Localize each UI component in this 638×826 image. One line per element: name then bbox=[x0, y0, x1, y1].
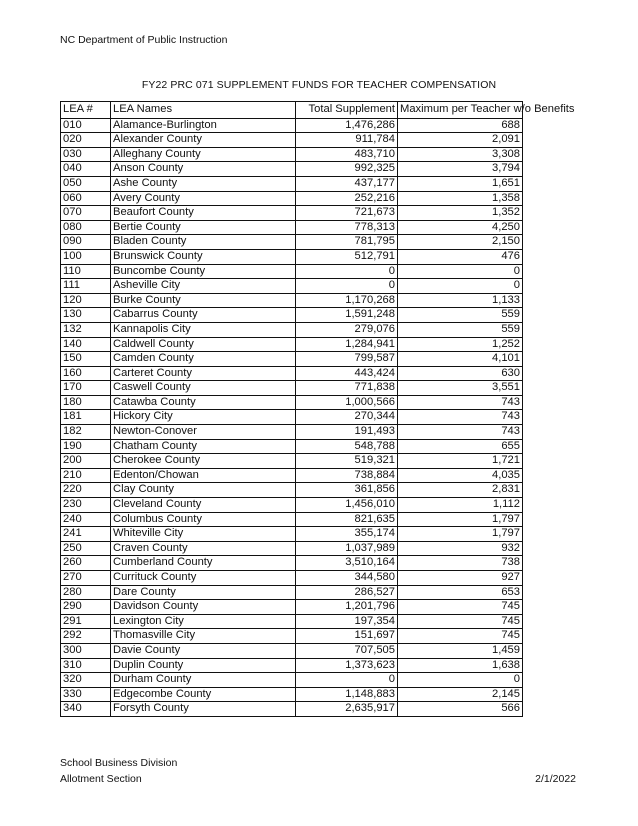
maximum-per-teacher-cell: 743 bbox=[398, 425, 523, 440]
lea-number-cell: 181 bbox=[61, 410, 111, 425]
lea-number-cell: 130 bbox=[61, 308, 111, 323]
total-supplement-cell: 286,527 bbox=[296, 585, 398, 600]
maximum-per-teacher-cell: 1,252 bbox=[398, 337, 523, 352]
maximum-per-teacher-cell: 0 bbox=[398, 673, 523, 688]
total-supplement-cell: 738,884 bbox=[296, 468, 398, 483]
lea-name-cell: Burke County bbox=[111, 293, 296, 308]
maximum-per-teacher-cell: 1,721 bbox=[398, 454, 523, 469]
total-supplement-cell: 443,424 bbox=[296, 366, 398, 381]
table-row bbox=[61, 118, 523, 133]
lea-number-cell: 030 bbox=[61, 147, 111, 162]
total-supplement-cell: 279,076 bbox=[296, 322, 398, 337]
total-supplement-cell: 911,784 bbox=[296, 133, 398, 148]
lea-number-cell: 292 bbox=[61, 629, 111, 644]
total-supplement-cell: 707,505 bbox=[296, 643, 398, 658]
maximum-per-teacher-cell: 2,831 bbox=[398, 483, 523, 498]
maximum-per-teacher-cell: 1,112 bbox=[398, 498, 523, 513]
total-supplement-cell: 1,148,883 bbox=[296, 687, 398, 702]
table-body bbox=[61, 118, 523, 716]
maximum-per-teacher-cell: 3,794 bbox=[398, 162, 523, 177]
table-row bbox=[61, 439, 523, 454]
lea-number-cell: 340 bbox=[61, 702, 111, 717]
lea-name-cell: Cherokee County bbox=[111, 454, 296, 469]
lea-number-cell: 040 bbox=[61, 162, 111, 177]
total-supplement-cell: 0 bbox=[296, 279, 398, 294]
maximum-per-teacher-cell: 559 bbox=[398, 308, 523, 323]
table-row bbox=[61, 425, 523, 440]
maximum-per-teacher-cell: 743 bbox=[398, 395, 523, 410]
lea-number-cell: 150 bbox=[61, 352, 111, 367]
lea-number-cell: 250 bbox=[61, 541, 111, 556]
maximum-per-teacher-cell: 3,308 bbox=[398, 147, 523, 162]
table-row bbox=[61, 162, 523, 177]
lea-name-cell: Thomasville City bbox=[111, 629, 296, 644]
table-row bbox=[61, 235, 523, 250]
lea-name-cell: Caldwell County bbox=[111, 337, 296, 352]
table-row bbox=[61, 395, 523, 410]
footer-date: 2/1/2022 bbox=[535, 773, 576, 785]
table-header-row bbox=[61, 102, 523, 119]
table-row bbox=[61, 206, 523, 221]
table-row bbox=[61, 658, 523, 673]
maximum-per-teacher-cell: 1,638 bbox=[398, 658, 523, 673]
lea-number-cell: 260 bbox=[61, 556, 111, 571]
table-row bbox=[61, 381, 523, 396]
total-supplement-cell: 0 bbox=[296, 264, 398, 279]
table-row bbox=[61, 133, 523, 148]
lea-number-cell: 300 bbox=[61, 643, 111, 658]
total-supplement-cell: 191,493 bbox=[296, 425, 398, 440]
maximum-per-teacher-cell: 745 bbox=[398, 600, 523, 615]
maximum-per-teacher-cell: 653 bbox=[398, 585, 523, 600]
total-supplement-cell: 519,321 bbox=[296, 454, 398, 469]
lea-number-cell: 290 bbox=[61, 600, 111, 615]
total-supplement-cell: 1,591,248 bbox=[296, 308, 398, 323]
lea-name-cell: Currituck County bbox=[111, 571, 296, 586]
total-supplement-cell: 799,587 bbox=[296, 352, 398, 367]
total-supplement-cell: 344,580 bbox=[296, 571, 398, 586]
total-supplement-cell: 2,635,917 bbox=[296, 702, 398, 717]
table-row bbox=[61, 264, 523, 279]
total-supplement-cell: 197,354 bbox=[296, 614, 398, 629]
maximum-per-teacher-cell: 745 bbox=[398, 629, 523, 644]
lea-name-cell: Avery County bbox=[111, 191, 296, 206]
lea-number-cell: 120 bbox=[61, 293, 111, 308]
lea-name-cell: Chatham County bbox=[111, 439, 296, 454]
table-row bbox=[61, 687, 523, 702]
table-row bbox=[61, 512, 523, 527]
column-header-lea-names: LEA Names bbox=[111, 102, 296, 119]
table-row bbox=[61, 600, 523, 615]
maximum-per-teacher-cell: 2,150 bbox=[398, 235, 523, 250]
table-row bbox=[61, 673, 523, 688]
maximum-per-teacher-cell: 566 bbox=[398, 702, 523, 717]
table-row bbox=[61, 454, 523, 469]
document-title: FY22 PRC 071 SUPPLEMENT FUNDS FOR TEACHER COMPENSATION bbox=[141, 79, 497, 91]
column-header-lea-number: LEA # bbox=[61, 102, 111, 119]
lea-name-cell: Camden County bbox=[111, 352, 296, 367]
lea-number-cell: 320 bbox=[61, 673, 111, 688]
column-header-maximum-per-teacher: Maximum per Teacher w/o Benefits bbox=[398, 102, 523, 119]
table-row bbox=[61, 410, 523, 425]
maximum-per-teacher-cell: 655 bbox=[398, 439, 523, 454]
lea-name-cell: Clay County bbox=[111, 483, 296, 498]
total-supplement-cell: 1,037,989 bbox=[296, 541, 398, 556]
table-row bbox=[61, 337, 523, 352]
total-supplement-cell: 821,635 bbox=[296, 512, 398, 527]
total-supplement-cell: 270,344 bbox=[296, 410, 398, 425]
total-supplement-cell: 512,791 bbox=[296, 249, 398, 264]
total-supplement-cell: 355,174 bbox=[296, 527, 398, 542]
lea-name-cell: Davie County bbox=[111, 643, 296, 658]
total-supplement-cell: 361,856 bbox=[296, 483, 398, 498]
maximum-per-teacher-cell: 4,250 bbox=[398, 220, 523, 235]
table-row bbox=[61, 498, 523, 513]
lea-name-cell: Beaufort County bbox=[111, 206, 296, 221]
total-supplement-cell: 483,710 bbox=[296, 147, 398, 162]
lea-number-cell: 070 bbox=[61, 206, 111, 221]
maximum-per-teacher-cell: 0 bbox=[398, 264, 523, 279]
lea-number-cell: 200 bbox=[61, 454, 111, 469]
lea-name-cell: Lexington City bbox=[111, 614, 296, 629]
total-supplement-cell: 721,673 bbox=[296, 206, 398, 221]
department-name: NC Department of Public Instruction bbox=[60, 34, 228, 46]
lea-name-cell: Davidson County bbox=[111, 600, 296, 615]
lea-name-cell: Alleghany County bbox=[111, 147, 296, 162]
lea-number-cell: 190 bbox=[61, 439, 111, 454]
table-row bbox=[61, 614, 523, 629]
lea-name-cell: Bertie County bbox=[111, 220, 296, 235]
lea-name-cell: Alamance-Burlington bbox=[111, 118, 296, 133]
total-supplement-cell: 781,795 bbox=[296, 235, 398, 250]
lea-number-cell: 100 bbox=[61, 249, 111, 264]
maximum-per-teacher-cell: 1,133 bbox=[398, 293, 523, 308]
lea-number-cell: 170 bbox=[61, 381, 111, 396]
table-row bbox=[61, 702, 523, 717]
total-supplement-cell: 1,456,010 bbox=[296, 498, 398, 513]
table-row bbox=[61, 191, 523, 206]
lea-name-cell: Edgecombe County bbox=[111, 687, 296, 702]
total-supplement-cell: 1,000,566 bbox=[296, 395, 398, 410]
lea-number-cell: 111 bbox=[61, 279, 111, 294]
lea-number-cell: 060 bbox=[61, 191, 111, 206]
footer-division: School Business Division bbox=[60, 757, 178, 769]
maximum-per-teacher-cell: 688 bbox=[398, 118, 523, 133]
lea-number-cell: 210 bbox=[61, 468, 111, 483]
total-supplement-cell: 992,325 bbox=[296, 162, 398, 177]
table-row bbox=[61, 556, 523, 571]
lea-number-cell: 140 bbox=[61, 337, 111, 352]
lea-name-cell: Duplin County bbox=[111, 658, 296, 673]
lea-name-cell: Carteret County bbox=[111, 366, 296, 381]
lea-number-cell: 291 bbox=[61, 614, 111, 629]
total-supplement-cell: 548,788 bbox=[296, 439, 398, 454]
total-supplement-cell: 1,170,268 bbox=[296, 293, 398, 308]
maximum-per-teacher-cell: 927 bbox=[398, 571, 523, 586]
lea-name-cell: Craven County bbox=[111, 541, 296, 556]
table-row bbox=[61, 483, 523, 498]
maximum-per-teacher-cell: 1,459 bbox=[398, 643, 523, 658]
total-supplement-cell: 437,177 bbox=[296, 176, 398, 191]
column-header-total-supplement: Total Supplement bbox=[296, 102, 398, 119]
lea-name-cell: Ashe County bbox=[111, 176, 296, 191]
maximum-per-teacher-cell: 476 bbox=[398, 249, 523, 264]
table-row bbox=[61, 541, 523, 556]
lea-number-cell: 230 bbox=[61, 498, 111, 513]
lea-number-cell: 080 bbox=[61, 220, 111, 235]
lea-name-cell: Columbus County bbox=[111, 512, 296, 527]
table-row bbox=[61, 468, 523, 483]
maximum-per-teacher-cell: 932 bbox=[398, 541, 523, 556]
lea-name-cell: Catawba County bbox=[111, 395, 296, 410]
lea-name-cell: Bladen County bbox=[111, 235, 296, 250]
lea-name-cell: Newton-Conover bbox=[111, 425, 296, 440]
maximum-per-teacher-cell: 2,145 bbox=[398, 687, 523, 702]
lea-number-cell: 090 bbox=[61, 235, 111, 250]
total-supplement-cell: 771,838 bbox=[296, 381, 398, 396]
total-supplement-cell: 0 bbox=[296, 673, 398, 688]
lea-name-cell: Caswell County bbox=[111, 381, 296, 396]
lea-number-cell: 182 bbox=[61, 425, 111, 440]
maximum-per-teacher-cell: 1,797 bbox=[398, 527, 523, 542]
lea-name-cell: Cleveland County bbox=[111, 498, 296, 513]
lea-number-cell: 160 bbox=[61, 366, 111, 381]
maximum-per-teacher-cell: 1,797 bbox=[398, 512, 523, 527]
lea-name-cell: Dare County bbox=[111, 585, 296, 600]
lea-number-cell: 020 bbox=[61, 133, 111, 148]
maximum-per-teacher-cell: 1,358 bbox=[398, 191, 523, 206]
lea-name-cell: Forsyth County bbox=[111, 702, 296, 717]
maximum-per-teacher-cell: 559 bbox=[398, 322, 523, 337]
lea-name-cell: Cumberland County bbox=[111, 556, 296, 571]
maximum-per-teacher-cell: 738 bbox=[398, 556, 523, 571]
total-supplement-cell: 3,510,164 bbox=[296, 556, 398, 571]
maximum-per-teacher-cell: 743 bbox=[398, 410, 523, 425]
lea-name-cell: Whiteville City bbox=[111, 527, 296, 542]
table-row bbox=[61, 279, 523, 294]
lea-number-cell: 050 bbox=[61, 176, 111, 191]
lea-number-cell: 180 bbox=[61, 395, 111, 410]
maximum-per-teacher-cell: 2,091 bbox=[398, 133, 523, 148]
lea-name-cell: Durham County bbox=[111, 673, 296, 688]
lea-number-cell: 110 bbox=[61, 264, 111, 279]
table-row bbox=[61, 147, 523, 162]
table-row bbox=[61, 322, 523, 337]
lea-name-cell: Anson County bbox=[111, 162, 296, 177]
total-supplement-cell: 252,216 bbox=[296, 191, 398, 206]
total-supplement-cell: 151,697 bbox=[296, 629, 398, 644]
maximum-per-teacher-cell: 0 bbox=[398, 279, 523, 294]
lea-number-cell: 240 bbox=[61, 512, 111, 527]
table-row bbox=[61, 527, 523, 542]
lea-number-cell: 270 bbox=[61, 571, 111, 586]
total-supplement-cell: 778,313 bbox=[296, 220, 398, 235]
total-supplement-cell: 1,373,623 bbox=[296, 658, 398, 673]
total-supplement-cell: 1,284,941 bbox=[296, 337, 398, 352]
table-row bbox=[61, 293, 523, 308]
lea-name-cell: Alexander County bbox=[111, 133, 296, 148]
maximum-per-teacher-cell: 745 bbox=[398, 614, 523, 629]
footer-section: Allotment Section bbox=[60, 773, 142, 785]
maximum-per-teacher-cell: 1,651 bbox=[398, 176, 523, 191]
supplement-funds-table bbox=[60, 101, 575, 717]
maximum-per-teacher-cell: 4,035 bbox=[398, 468, 523, 483]
table-row bbox=[61, 366, 523, 381]
lea-number-cell: 330 bbox=[61, 687, 111, 702]
lea-name-cell: Kannapolis City bbox=[111, 322, 296, 337]
table-row bbox=[61, 629, 523, 644]
lea-name-cell: Asheville City bbox=[111, 279, 296, 294]
lea-number-cell: 010 bbox=[61, 118, 111, 133]
lea-number-cell: 241 bbox=[61, 527, 111, 542]
lea-name-cell: Cabarrus County bbox=[111, 308, 296, 323]
maximum-per-teacher-cell: 4,101 bbox=[398, 352, 523, 367]
maximum-per-teacher-cell: 1,352 bbox=[398, 206, 523, 221]
lea-number-cell: 310 bbox=[61, 658, 111, 673]
lea-name-cell: Edenton/Chowan bbox=[111, 468, 296, 483]
table-row bbox=[61, 585, 523, 600]
table-row bbox=[61, 249, 523, 264]
table-row bbox=[61, 308, 523, 323]
table-row bbox=[61, 571, 523, 586]
table-row bbox=[61, 220, 523, 235]
lea-name-cell: Buncombe County bbox=[111, 264, 296, 279]
lea-number-cell: 132 bbox=[61, 322, 111, 337]
table-row bbox=[61, 643, 523, 658]
total-supplement-cell: 1,476,286 bbox=[296, 118, 398, 133]
lea-number-cell: 280 bbox=[61, 585, 111, 600]
total-supplement-cell: 1,201,796 bbox=[296, 600, 398, 615]
table-row bbox=[61, 352, 523, 367]
table-row bbox=[61, 176, 523, 191]
lea-name-cell: Brunswick County bbox=[111, 249, 296, 264]
lea-number-cell: 220 bbox=[61, 483, 111, 498]
lea-name-cell: Hickory City bbox=[111, 410, 296, 425]
maximum-per-teacher-cell: 3,551 bbox=[398, 381, 523, 396]
maximum-per-teacher-cell: 630 bbox=[398, 366, 523, 381]
